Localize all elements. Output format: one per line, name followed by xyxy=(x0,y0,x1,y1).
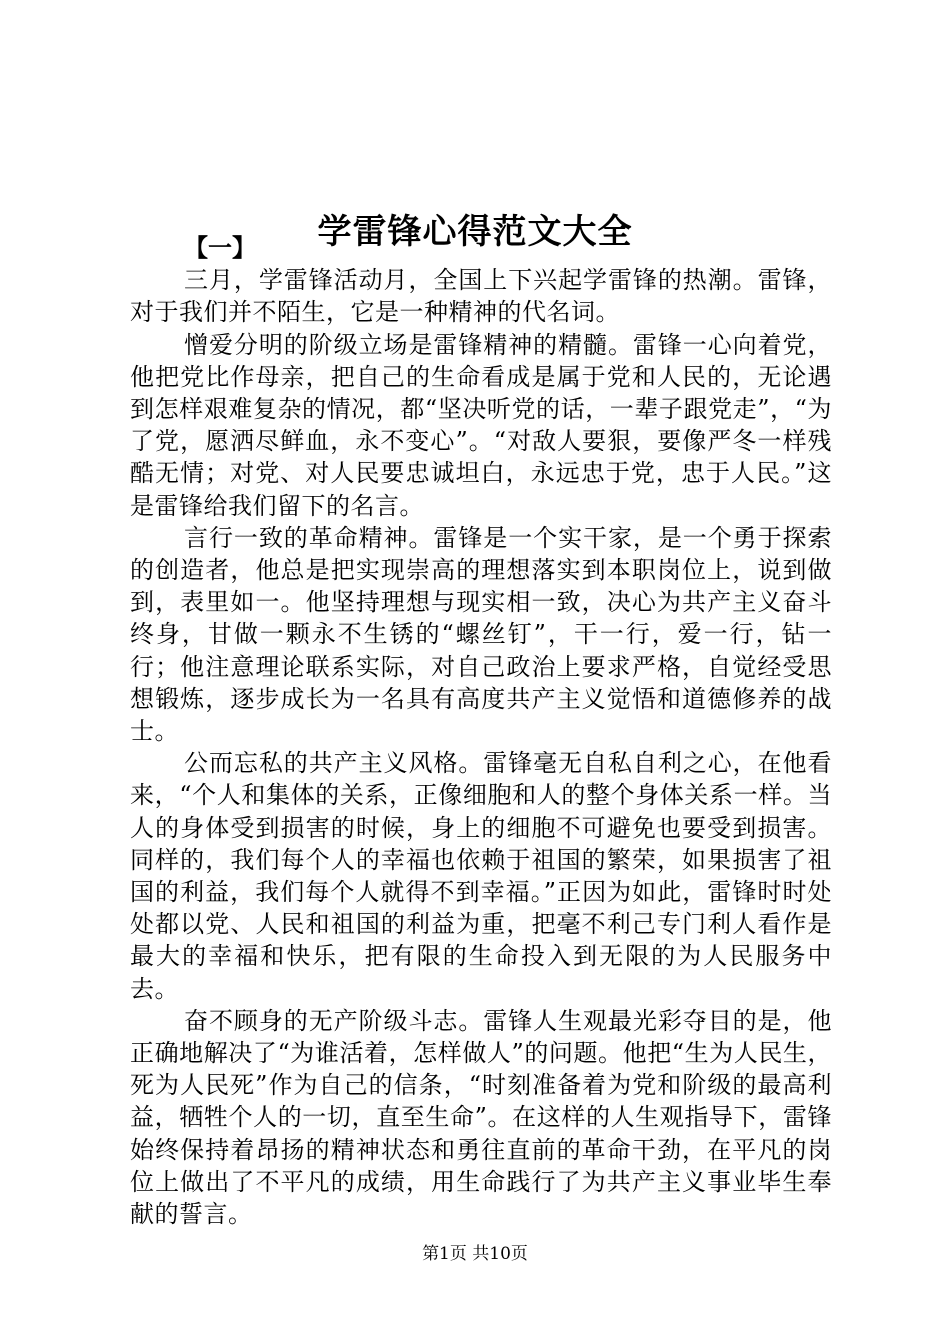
page-title: 学雷锋心得范文大全 xyxy=(317,211,633,252)
paragraph: 奋不顾身的无产阶级斗志。雷锋人生观最光彩夺目的是，他正确地解决了“为谁活着，怎样做人”的问题。他把“生为人民生，死为人民死”作为自己的信条，“时刻准备着为党和阶级的最高利益，牺牲个人的一切，直至生命”。在这样的人生观指导下，雷锋始终保持着昂扬的精神状态和勇往直前的革命干劲，在平凡的岗位上做出了不平凡的成绩，用生命践行了为共产主义事业毕生奉献的誓言。 xyxy=(130,1006,832,1229)
paragraph: 公而忘私的共产主义风格。雷锋毫无自私自利之心，在他看来，“个人和集体的关系，正像细胞和人的整个身体关系一样。当人的身体受到损害的时候，身上的细胞不可避免也要受到损害。同样的，我们每个人的幸福也依赖于祖国的繁荣，如果损害了祖国的利益，我们每个人就得不到幸福。”正因为如此，雷锋时时处处都以党、人民和祖国的利益为重，把毫不利己专门利人看作是最大的幸福和快乐，把有限的生命投入到无限的为人民服务中去。 xyxy=(130,749,832,1003)
paragraph: 憎爱分明的阶级立场是雷锋精神的精髓。雷锋一心向着党，他把党比作母亲，把自己的生命看成是属于党和人民的，无论遇到怎样艰难复杂的情况，都“坚决听党的话，一辈子跟党走”，“为了党，愿洒尽鲜血，永不变心”。“对敌人要狠，要像严冬一样残酷无情；对党、对人民要忠诚坦白，永远忠于党，忠于人民。”这是雷锋给我们留下的名言。 xyxy=(130,330,832,520)
page-number-footer: 第1页 共10页 xyxy=(422,1244,528,1264)
paragraph: 言行一致的革命精神。雷锋是一个实干家，是一个勇于探索的创造者，他总是把实现崇高的理想落实到本职岗位上，说到做到，表里如一。他坚持理想与现实相一致，决心为共产主义奋斗终身，甘做一颗永不生锈的“螺丝钉”，干一行，爱一行，钻一行；他注意理论联系实际，对自己政治上要求严格，自觉经受思想锻炼，逐步成长为一名具有高度共产主义觉悟和道德修养的战士。 xyxy=(130,523,832,746)
document-body xyxy=(130,232,832,1230)
section-heading: 【一】 xyxy=(184,233,256,262)
paragraph: 三月，学雷锋活动月，全国上下兴起学雷锋的热潮。雷锋，对于我们并不陌生，它是一种精神的代名词。 xyxy=(130,266,832,327)
